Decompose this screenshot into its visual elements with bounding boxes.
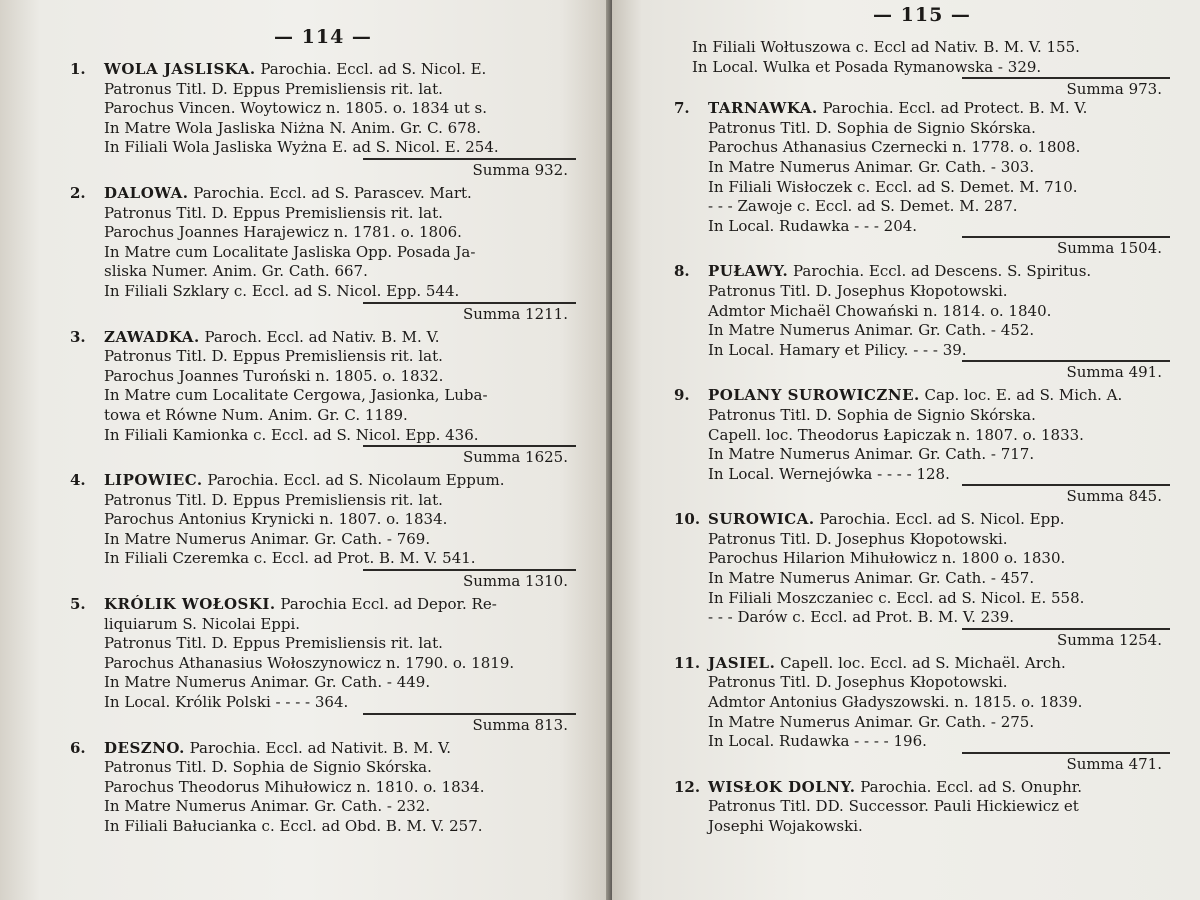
summa-total: Summa 491.	[962, 360, 1170, 382]
entry-description: Parochia. Eccl. ad Nativit. B. M. V.	[184, 738, 452, 757]
entry-number: 6.	[70, 738, 86, 757]
entry-line: In Local. Wulka et Posada Rymanowska - 329.	[692, 57, 1042, 76]
entry-line: In Matre Numerus Animar. Gr. Cath. - 457.	[708, 569, 1035, 588]
entry-description: Paroch. Eccl. ad Nativ. B. M. V.	[199, 327, 440, 346]
entry-line: Patronus Titl. D. Eppus Premisliensis rit. lat.	[104, 79, 443, 98]
summa-total: Summa 813.	[363, 713, 576, 735]
entry-line: In Filiali Wołtuszowa c. Eccl ad Nativ. B. M. V. 155.	[692, 38, 1080, 56]
entry-line: In Local. Królik Polski - - - - 364.	[104, 693, 349, 712]
entry-line: sliska Numer. Anim. Gr. Cath. 667.	[104, 262, 368, 281]
entry-line: In Filiali Czeremka c. Eccl. ad Prot. B. M. V. 541.	[104, 549, 476, 568]
summa-total: Summa 845.	[962, 484, 1170, 506]
summa-total: Summa 932.	[363, 158, 576, 180]
entry-line: Patronus Titl. D. Eppus Premisliensis rit. lat.	[104, 634, 443, 653]
summa-total: Summa 1625.	[363, 445, 576, 467]
page-number: — 115 —	[873, 4, 971, 26]
entry-line: Patronus Titl. D. Sophia de Signio Skórska.	[104, 758, 432, 777]
parish-entry	[70, 60, 576, 180]
entry-description: Parochia. Eccl. ad S. Parascev. Mart.	[188, 183, 472, 202]
entry-line: In Local. Rudawka - - - 204.	[708, 216, 918, 235]
parish-name: WISŁOK DOLNY.	[708, 777, 856, 796]
parish-name: KRÓLIK WOŁOSKI.	[104, 595, 276, 614]
entry-heading	[70, 60, 576, 80]
page-number: — 114 —	[274, 26, 372, 48]
entry-line: Patronus Titl. D. Josephus Kłopotowski.	[708, 529, 1008, 548]
entry-number: 8.	[674, 262, 690, 281]
entry-number: 4.	[70, 471, 86, 490]
entry-line: In Matre cum Localitate Jasliska Opp. Posada Ja-	[104, 242, 476, 261]
summa-total: Summa 1211.	[363, 302, 576, 324]
entry-line: In Matre Numerus Animar. Gr. Cath. - 769.	[104, 529, 431, 548]
parish-name: DALOWA.	[104, 183, 189, 202]
parish-entry	[674, 386, 1170, 506]
summa-total: Summa 1504.	[962, 236, 1170, 258]
parish-name: TARNAWKA.	[708, 99, 818, 118]
entry-line: In Matre Numerus Animar. Gr. Cath. - 717.	[708, 445, 1035, 464]
entry-description: Parochia. Eccl. ad S. Nicolaum Eppum.	[202, 471, 505, 490]
entry-line: Capell. loc. Theodorus Łapiczak n. 1807. o. 1833.	[708, 425, 1084, 444]
entry-description: Parochia Eccl. ad Depor. Re-	[275, 595, 497, 614]
entry-heading	[70, 595, 576, 615]
entry-line: Admtor Antonius Gładyszowski. n. 1815. o. 1839.	[708, 693, 1083, 712]
entry-line: Patronus Titl. D. Eppus Premisliensis rit. lat.	[104, 347, 443, 366]
entry-line: Patronus Titl. D. Josephus Kłopotowski.	[708, 281, 1008, 300]
entry-line: Patronus Titl. D. Sophia de Signio Skórska.	[708, 405, 1036, 424]
entry-number: 7.	[674, 99, 690, 118]
entry-line: Parochus Joannes Turoński n. 1805. o. 1832.	[104, 366, 444, 385]
parish-entry	[70, 471, 576, 591]
entry-line: - - - Zawoje c. Eccl. ad S. Demet. M. 287.	[708, 197, 1018, 216]
parish-name: POLANY SUROWICZNE.	[708, 386, 920, 405]
parish-entry	[674, 262, 1170, 382]
entry-line: In Filiali Kamionka c. Eccl. ad S. Nicol. Epp. 436.	[104, 425, 479, 444]
entry-description: Parochia. Eccl. ad Descens. S. Spiritus.	[788, 262, 1092, 281]
entry-description: Parochia. Eccl. ad S. Nicol. Epp.	[814, 510, 1065, 529]
entry-number: 12.	[674, 777, 701, 796]
entry-line: Admtor Michaël Chowański n. 1814. o. 1840.	[708, 301, 1052, 320]
entry-line: In Matre Numerus Animar. Gr. Cath. - 232.	[104, 797, 431, 816]
entry-line: In Filiali Moszczaniec c. Eccl. ad S. Nicol. E. 558.	[708, 588, 1085, 607]
entry-number: 1.	[70, 60, 86, 78]
entry-line: In Filiali Bałucianka c. Eccl. ad Obd. B. M. V. 257.	[104, 817, 483, 835]
entry-line: Parochus Vincen. Woytowicz n. 1805. o. 1834 ut s.	[104, 99, 487, 118]
entry-line: In Local. Hamary et Pilicy. - - - 39.	[708, 340, 967, 359]
entry-number: 3.	[70, 327, 86, 346]
entry-heading	[674, 654, 1170, 674]
entry-line: In Matre Numerus Animar. Gr. Cath. - 275.	[708, 712, 1035, 731]
entry-line: In Matre Numerus Animar. Gr. Cath. - 449.	[104, 673, 431, 692]
entry-line: In Filiali Wola Jasliska Wyżna E. ad S. Nicol. E. 254.	[104, 138, 499, 157]
entry-list	[674, 99, 1170, 836]
entry-line: Patronus Titl. D. Eppus Premisliensis rit. lat.	[104, 203, 443, 222]
entry-description: Parochia. Eccl. ad Protect. B. M. V.	[817, 99, 1088, 118]
entry-line: Parochus Athanasius Wołoszynowicz n. 1790. o. 1819.	[104, 653, 515, 672]
entry-line: In Matre Numerus Animar. Gr. Cath. - 452.	[708, 321, 1035, 340]
entry-line: In Matre Numerus Animar. Gr. Cath. - 303.	[708, 157, 1035, 176]
entry-number: 11.	[674, 653, 701, 672]
summa-total: Summa 973.	[962, 77, 1170, 99]
continued-entry	[674, 38, 1170, 99]
entry-line: Patronus Titl. DD. Successor. Pauli Hickiewicz et	[708, 797, 1079, 816]
entry-number: 2.	[70, 183, 86, 202]
entry-line: Patronus Titl. D. Eppus Premisliensis rit. lat.	[104, 490, 443, 509]
entry-heading	[674, 386, 1170, 406]
entry-line: In Filiali Wisłoczek c. Eccl. ad S. Demet. M. 710.	[708, 177, 1078, 196]
summa-total: Summa 1254.	[962, 628, 1170, 650]
entry-line: Patronus Titl. D. Josephus Kłopotowski.	[708, 673, 1008, 692]
parish-entry	[70, 595, 576, 735]
parish-entry	[674, 654, 1170, 774]
entry-heading	[674, 99, 1170, 119]
entry-line: In Local. Wernejówka - - - - 128.	[708, 464, 950, 483]
entry-line: Parochus Hilarion Mihułowicz n. 1800 o. 1830.	[708, 549, 1066, 568]
entry-heading	[70, 471, 576, 491]
parish-name: ZAWADKA.	[104, 327, 200, 346]
entry-heading	[70, 184, 576, 204]
parish-entry	[70, 184, 576, 324]
parish-name: LIPOWIEC.	[104, 471, 203, 490]
right-page	[612, 0, 1200, 900]
entry-description: Parochia. Eccl. ad S. Nicol. E.	[255, 60, 487, 78]
parish-entry	[674, 99, 1170, 258]
entry-heading	[70, 739, 576, 759]
entry-line: Josephi Wojakowski.	[708, 817, 863, 835]
parish-name: WOLA JASLISKA.	[104, 60, 256, 78]
entry-line: Parochus Theodorus Mihułowicz n. 1810. o. 1834.	[104, 777, 485, 796]
summa-total: Summa 471.	[962, 752, 1170, 774]
parish-entry	[70, 739, 576, 837]
parish-entry	[674, 778, 1170, 837]
parish-name: SUROWICA.	[708, 510, 815, 529]
entry-line: In Filiali Szklary c. Eccl. ad S. Nicol. Epp. 544.	[104, 281, 460, 300]
entry-line: In Matre cum Localitate Cergowa, Jasionka, Lubа-	[104, 386, 488, 405]
entry-line: - - - Darów c. Eccl. ad Prot. B. M. V. 239.	[708, 608, 1015, 627]
parish-name: JASIEL.	[708, 653, 776, 672]
entry-line: Parochus Joannes Harajewicz n. 1781. o. 1806.	[104, 223, 462, 242]
entry-heading	[674, 262, 1170, 282]
entry-line: liquiarum S. Nicolai Eppi.	[104, 614, 301, 633]
entry-number: 5.	[70, 595, 86, 614]
entry-number: 9.	[674, 386, 690, 405]
parish-entry	[674, 510, 1170, 650]
parish-name: PUŁAWY.	[708, 262, 789, 281]
entry-heading	[70, 328, 576, 348]
parish-name: DESZNO.	[104, 738, 185, 757]
entry-description: Capell. loc. Eccl. ad S. Michaël. Arch.	[775, 653, 1066, 672]
summa-total: Summa 1310.	[363, 569, 576, 591]
entry-description: Parochia. Eccl. ad S. Onuphr.	[855, 777, 1083, 796]
entry-description: Cap. loc. E. ad S. Mich. A.	[919, 386, 1123, 405]
entry-line: Patronus Titl. D. Sophia de Signio Skórska.	[708, 118, 1036, 137]
entry-heading	[674, 778, 1170, 798]
entry-line: Parochus Antonius Krynicki n. 1807. o. 1834.	[104, 510, 448, 529]
entry-line: towa et Równe Num. Anim. Gr. C. 1189.	[104, 405, 408, 424]
entry-line: In Matre Wola Jasliska Niżna N. Anim. Gr. C. 678.	[104, 118, 482, 137]
entry-list	[70, 60, 576, 837]
entry-heading	[674, 510, 1170, 530]
entry-number: 10.	[674, 510, 701, 529]
parish-entry	[70, 328, 576, 468]
entry-line: In Local. Rudawka - - - - 196.	[708, 732, 927, 751]
entry-line: Parochus Athanasius Czernecki n. 1778. o. 1808.	[708, 138, 1081, 157]
